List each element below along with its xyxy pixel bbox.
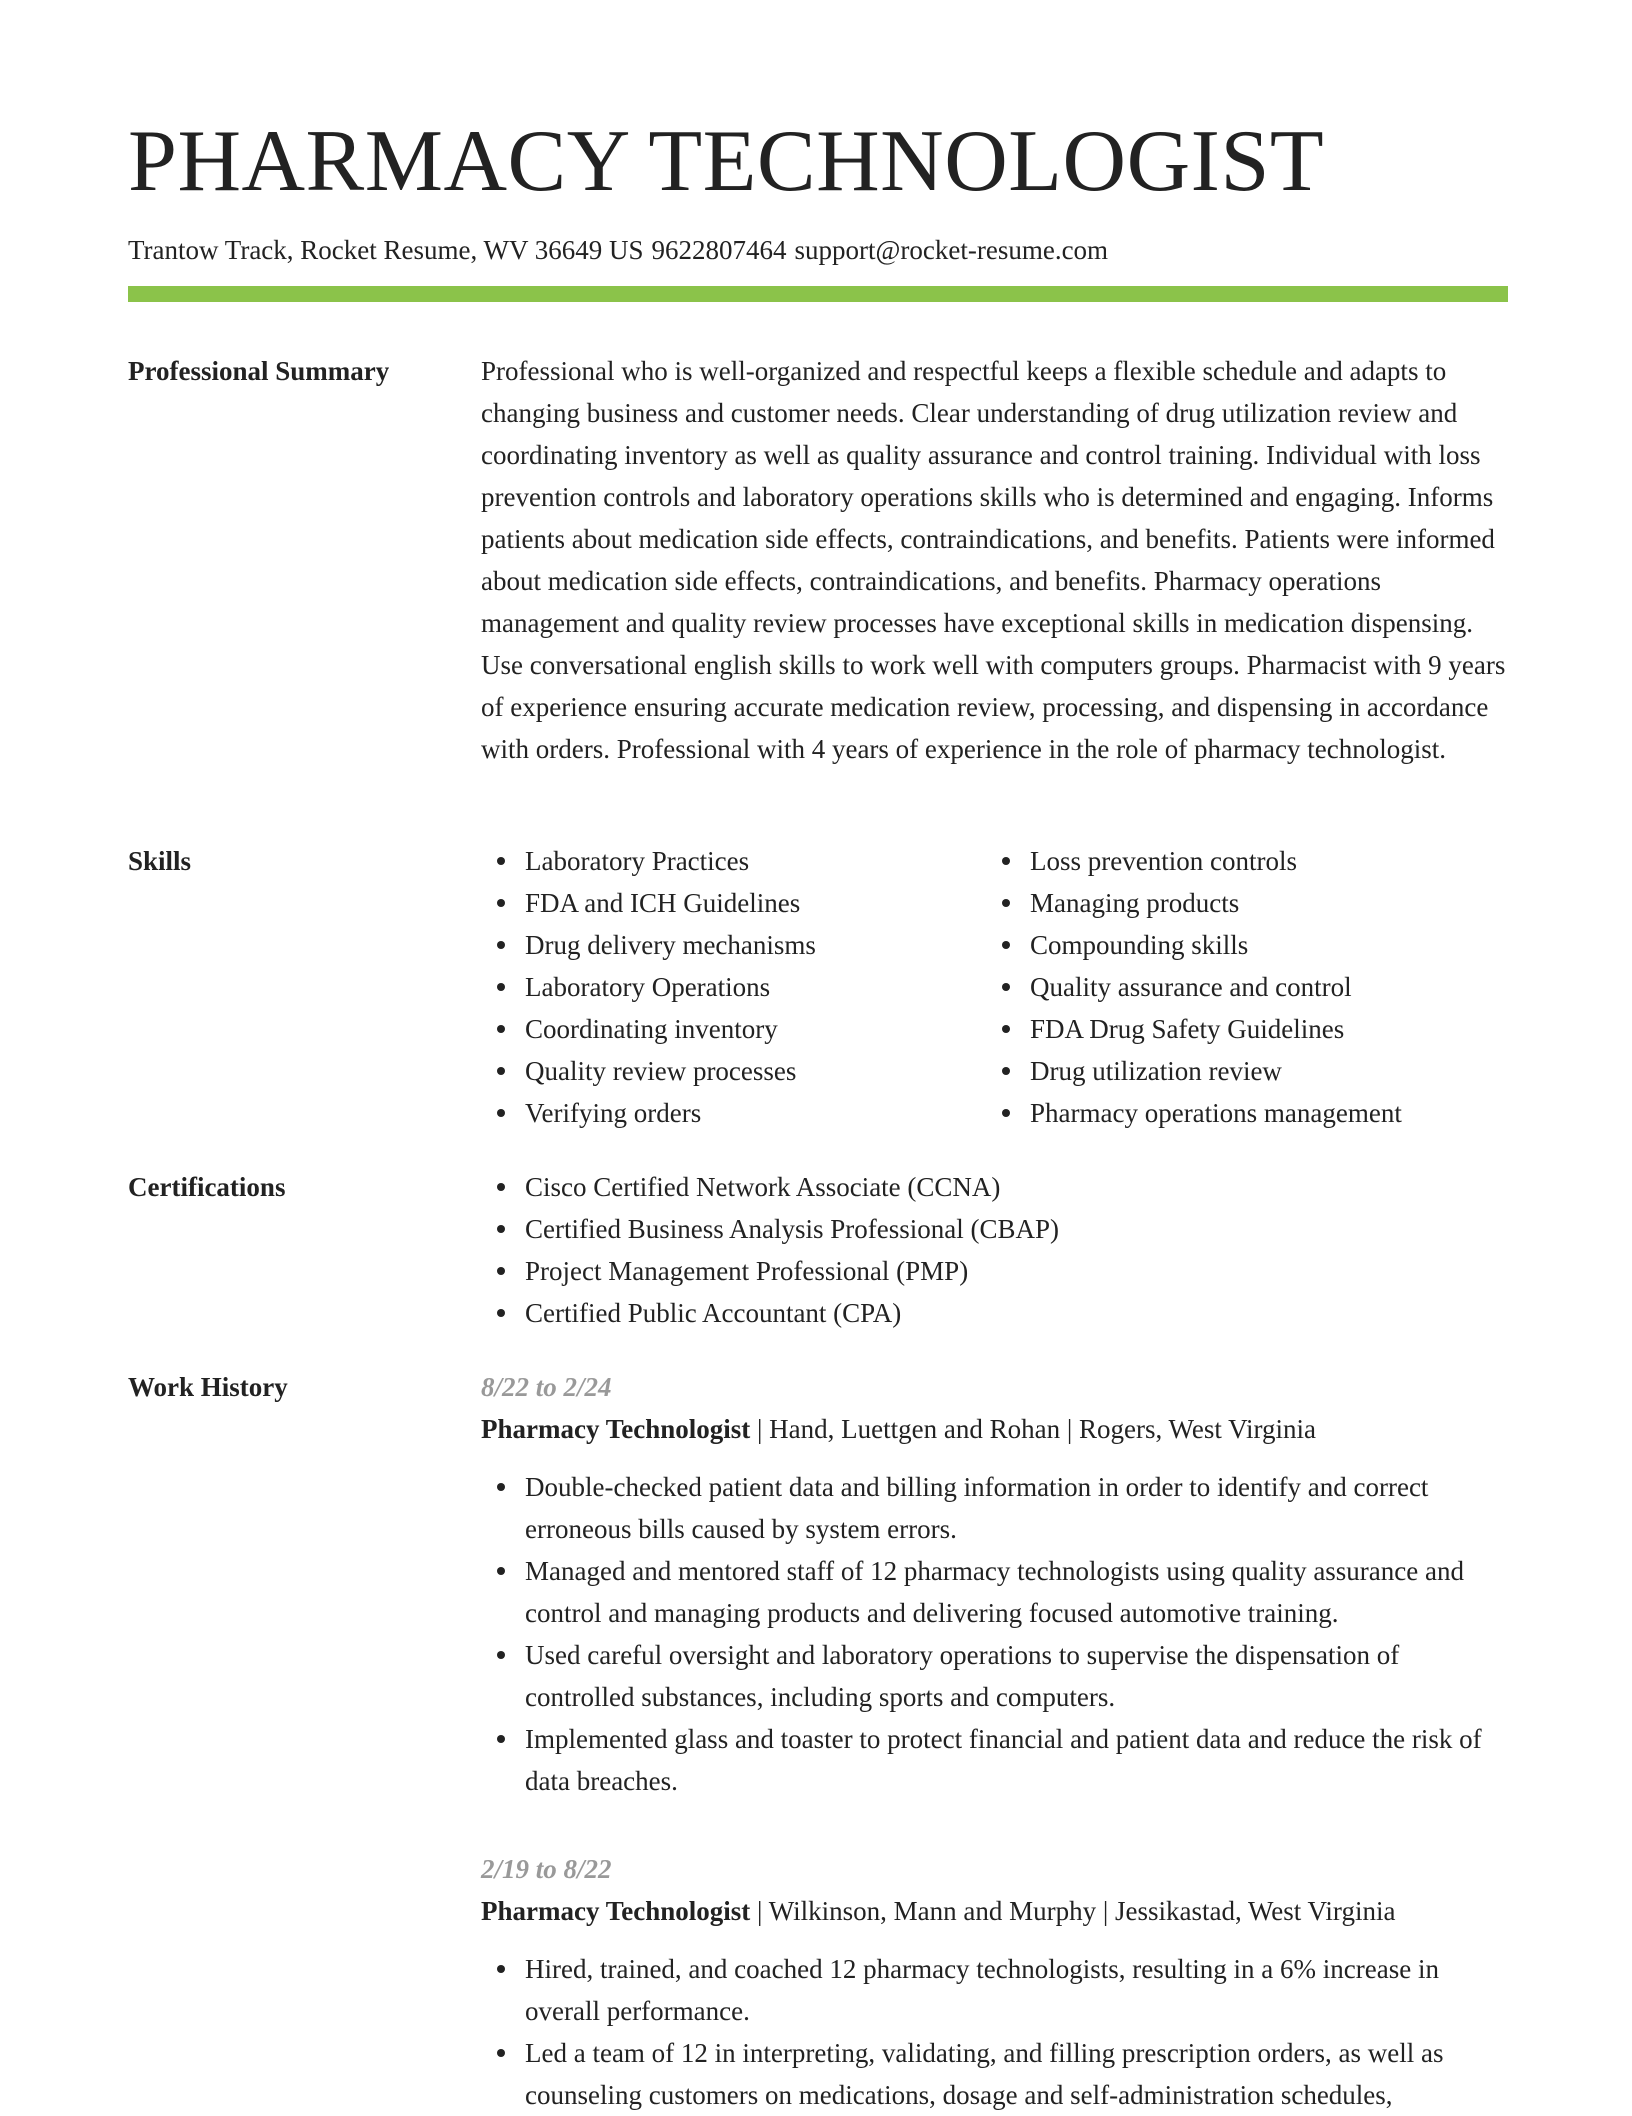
summary-text: Professional who is well-organized and respectful keeps a flexible schedule and adapts to changing business and customer needs. Clear understanding of drug utilization review and coordinating inventory as well as quality assurance and control training. Individual with loss prevention controls and laboratory operations skills who is determined and engaging. Informs patients about medication side effects, contraindications, and benefits. Patients were informed about medication side effects, contraindications, and benefits. Pharmacy operations management and quality review processes have exceptional skills in medication dispensing. Use conversational english skills to work well with computers groups. Pharmacist with 9 years of experience ensuring accurate medication review, processing, and dispensing in accordance with orders. Professional with 4 years of experience in the role of pharmacy technologist. bbox=[481, 356, 1506, 764]
job-header: Pharmacy Technologist | Hand, Luettgen and Rohan | Rogers, West Virginia bbox=[481, 1414, 1316, 1444]
skill-item: Quality assurance and control bbox=[986, 966, 1491, 1008]
skills-list-left bbox=[481, 840, 986, 1134]
skill-item: FDA Drug Safety Guidelines bbox=[986, 1008, 1491, 1050]
skill-item: Laboratory Practices bbox=[481, 840, 986, 882]
skill-item: Verifying orders bbox=[481, 1092, 986, 1134]
job-company: Wilkinson, Mann and Murphy bbox=[768, 1896, 1097, 1926]
job-header: Pharmacy Technologist | Wilkinson, Mann and Murphy | Jessikastad, West Virginia bbox=[481, 1896, 1396, 1926]
job-bullet: Hired, trained, and coached 12 pharmacy technologists, resulting in a 6% increase in overall performance. bbox=[481, 1948, 1508, 2032]
skill-item: Loss prevention controls bbox=[986, 840, 1491, 882]
certifications-list bbox=[481, 1166, 1508, 1334]
resume-name: PHARMACY TECHNOLOGIST bbox=[128, 113, 1325, 210]
contact-email: support@rocket-resume.com bbox=[794, 235, 1109, 265]
skill-item: Drug delivery mechanisms bbox=[481, 924, 986, 966]
contact-line bbox=[128, 232, 1108, 268]
job-location: Jessikastad, West Virginia bbox=[1114, 1896, 1396, 1926]
certification-item: Certified Business Analysis Professional (CBAP) bbox=[481, 1208, 1508, 1250]
job-bullet: Double-checked patient data and billing information in order to identify and correct erroneous bills caused by system errors. bbox=[481, 1466, 1508, 1550]
job-dates: 8/22 to 2/24 bbox=[481, 1372, 612, 1402]
summary-heading: Professional Summary bbox=[128, 356, 390, 386]
contact-phone: 9622807464 bbox=[651, 235, 787, 265]
certifications-heading: Certifications bbox=[128, 1172, 286, 1202]
certification-item: Cisco Certified Network Associate (CCNA) bbox=[481, 1166, 1508, 1208]
skills-list-right bbox=[986, 840, 1491, 1134]
skill-item: Managing products bbox=[986, 882, 1491, 924]
certification-item: Project Management Professional (PMP) bbox=[481, 1250, 1508, 1292]
skill-item: Laboratory Operations bbox=[481, 966, 986, 1008]
skill-item: Pharmacy operations management bbox=[986, 1092, 1491, 1134]
job-bullets bbox=[481, 1948, 1508, 2116]
skill-item: Coordinating inventory bbox=[481, 1008, 986, 1050]
job-entry bbox=[481, 1366, 1508, 1802]
header-divider bbox=[128, 286, 1508, 302]
job-title: Pharmacy Technologist bbox=[481, 1414, 751, 1444]
job-bullets bbox=[481, 1466, 1508, 1802]
job-bullet: Managed and mentored staff of 12 pharmacy technologists using quality assurance and control and managing products and delivering focused automotive training. bbox=[481, 1550, 1508, 1634]
contact-address: Trantow Track, Rocket Resume, WV 36649 US bbox=[128, 235, 644, 265]
certification-item: Certified Public Accountant (CPA) bbox=[481, 1292, 1508, 1334]
skill-item: Drug utilization review bbox=[986, 1050, 1491, 1092]
skill-item: Quality review processes bbox=[481, 1050, 986, 1092]
skills-heading: Skills bbox=[128, 846, 192, 876]
job-location: Rogers, West Virginia bbox=[1079, 1414, 1316, 1444]
job-bullet: Used careful oversight and laboratory operations to supervise the dispensation of controlled substances, including sports and computers. bbox=[481, 1634, 1508, 1718]
work-history-heading: Work History bbox=[128, 1372, 288, 1402]
job-bullet: Led a team of 12 in interpreting, validating, and filling prescription orders, as well as counseling customers on medications, dosage and self-administration schedules, bbox=[481, 2032, 1508, 2116]
skill-item: FDA and ICH Guidelines bbox=[481, 882, 986, 924]
job-title: Pharmacy Technologist bbox=[481, 1896, 751, 1926]
skill-item: Compounding skills bbox=[986, 924, 1491, 966]
skills-grid bbox=[481, 840, 1508, 1134]
job-entry bbox=[481, 1848, 1508, 2116]
job-dates: 2/19 to 8/22 bbox=[481, 1854, 612, 1884]
job-bullet: Implemented glass and toaster to protect financial and patient data and reduce the risk of data breaches. bbox=[481, 1718, 1508, 1802]
job-company: Hand, Luettgen and Rohan bbox=[769, 1414, 1061, 1444]
